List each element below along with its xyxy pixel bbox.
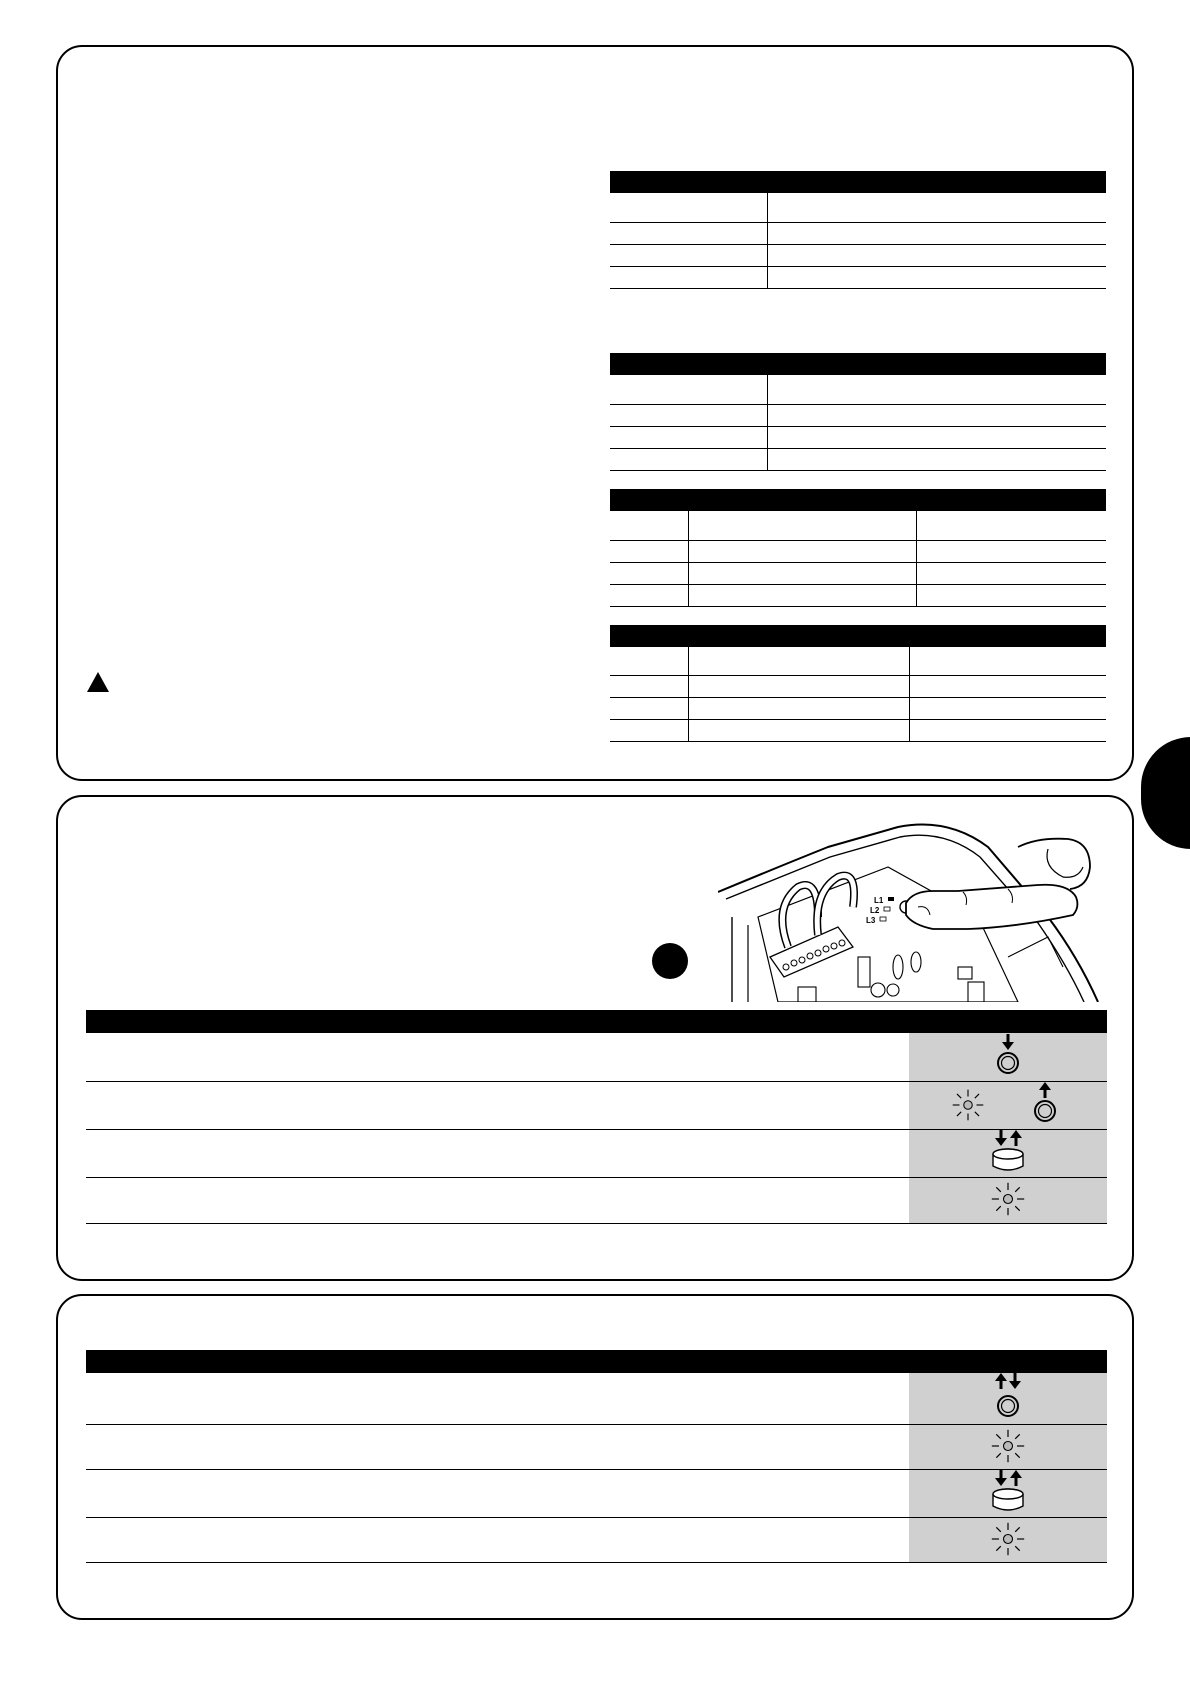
table-c-header [610,489,1106,511]
press-button-icon [909,1033,1107,1082]
top-panel [56,45,1134,781]
led-label: L2 [870,906,880,915]
warning-triangle-icon [86,671,110,693]
circuit-board-button-photo [718,807,1118,1002]
steps-header [86,1350,1107,1373]
bottom-steps-table [86,1350,1107,1563]
led-label: L1 [874,896,884,905]
table-cell [909,675,1106,697]
table-cell [909,719,1106,741]
table-cell [767,448,1106,470]
step-text [86,1373,909,1425]
table-row [610,562,688,584]
transmitter-press-release-icon [909,1470,1107,1518]
table-a [610,171,1106,289]
table-row [610,404,767,426]
table-cell [767,426,1106,448]
led-flash-icon [909,1518,1107,1563]
table-cell [688,719,909,741]
table-cell [688,584,916,606]
table-cell [688,647,909,675]
table-row [610,266,767,288]
press-release-button-icon [909,1373,1107,1425]
table-cell [909,697,1106,719]
table-cell [767,244,1106,266]
transmitter-press-release-icon [909,1130,1107,1178]
steps-header [86,1010,1107,1033]
table-cell [767,404,1106,426]
table-cell [767,375,1106,404]
table-c [610,489,1106,607]
table-row [610,222,767,244]
step-text [86,1130,909,1178]
table-cell [909,647,1106,675]
table-row [610,511,688,540]
table-cell [916,584,1106,606]
step-text [86,1033,909,1082]
table-cell [916,540,1106,562]
table-row [610,375,767,404]
middle-panel [56,795,1134,1281]
table-cell [916,562,1106,584]
table-d-header [610,625,1106,647]
step-text [86,1082,909,1130]
table-cell [916,511,1106,540]
table-d [610,625,1106,742]
middle-steps-table [86,1010,1107,1224]
table-cell [688,697,909,719]
table-row [610,448,767,470]
table-row [610,719,688,741]
led-flash-icon [909,1425,1107,1470]
table-row [610,584,688,606]
table-row [610,675,688,697]
table-cell [688,675,909,697]
table-cell [767,193,1106,222]
step-text [86,1178,909,1224]
table-cell [688,540,916,562]
table-row [610,244,767,266]
figure-number-dot [652,943,688,979]
table-row [610,426,767,448]
table-row [610,193,767,222]
table-b-header [610,353,1106,375]
table-cell [688,562,916,584]
chapter-tab-marker [1141,737,1190,849]
table-row [610,697,688,719]
table-cell [767,266,1106,288]
table-row [610,647,688,675]
bottom-panel [56,1294,1134,1620]
step-text [86,1470,909,1518]
led-flash-icon [909,1178,1107,1224]
table-cell [688,511,916,540]
led-label: L3 [866,916,876,925]
table-cell [767,222,1106,244]
step-text [86,1425,909,1470]
led-flash-release-button-icon [909,1082,1107,1130]
table-a-header [610,171,1106,193]
table-row [610,540,688,562]
table-b [610,353,1106,471]
step-text [86,1518,909,1563]
